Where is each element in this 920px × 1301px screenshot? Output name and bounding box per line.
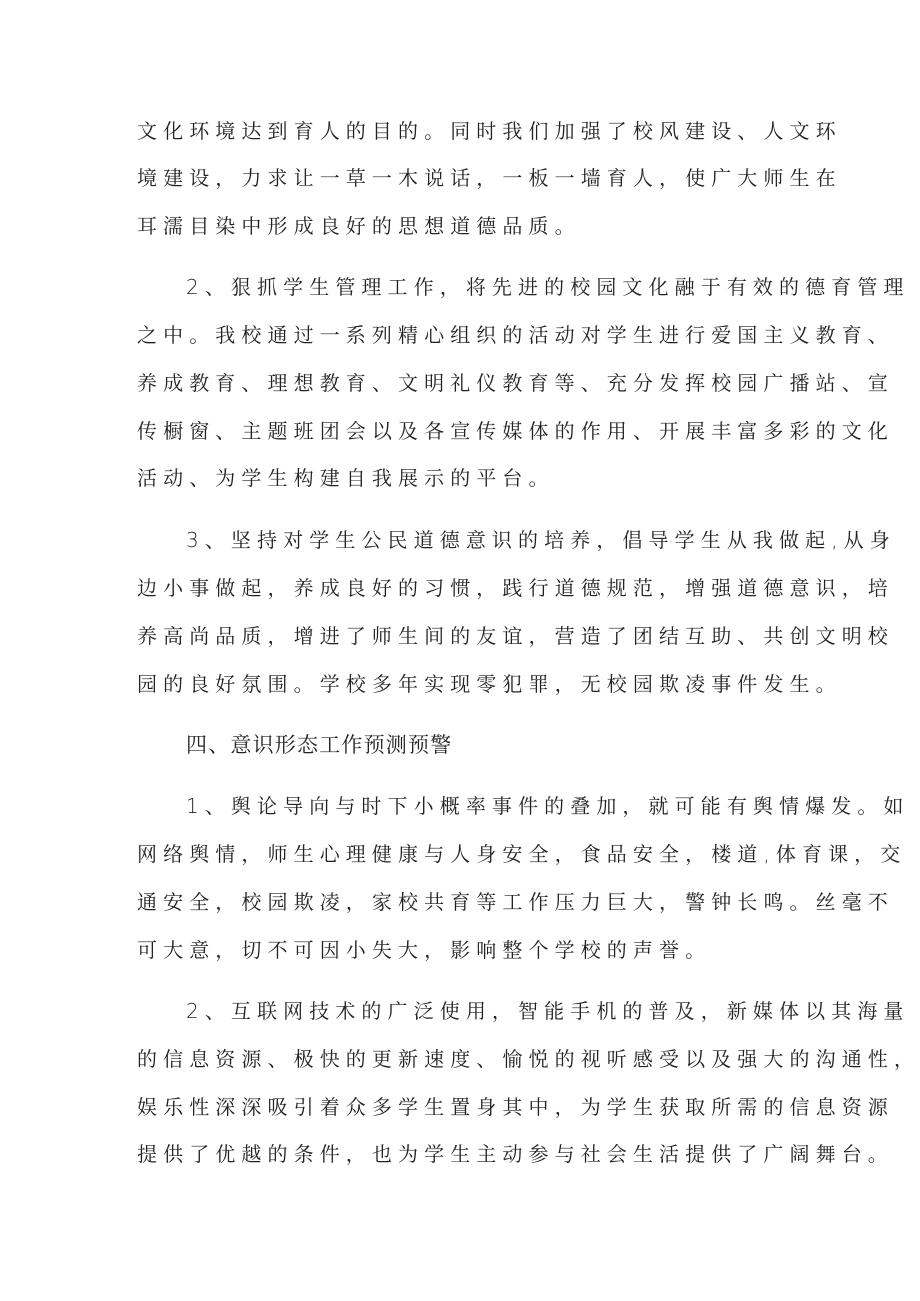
section-heading: 四、意识形态工作预测预警: [186, 733, 453, 757]
paragraph-line: 2、狠抓学生管理工作，将先进的校园文化融于有效的德育管理: [186, 275, 910, 299]
paragraph-line: 1、舆论导向与时下小概率事件的叠加，就可能有舆情爆发。如: [186, 794, 910, 818]
paragraph-line: 园的良好氛围。学校多年实现零犯罪，无校园欺凌事件发生。: [137, 672, 842, 696]
paragraph-line: 传橱窗、主题班团会以及各宣传媒体的作用、开展丰富多彩的文化: [137, 419, 894, 443]
paragraph-line: 可大意，切不可因小失大，影响整个学校的声誉。: [137, 938, 712, 962]
paragraph-line: 养高尚品质，增进了师生间的友谊，营造了团结互助、共创文明校: [137, 624, 894, 648]
paragraph-line: 2、互联网技术的广泛使用，智能手机的普及，新媒体以其海量: [186, 999, 910, 1023]
paragraph-line: 之中。我校通过一系列精心组织的活动对学生进行爱国主义教育、: [137, 323, 894, 347]
paragraph-line: 活动、为学生构建自我展示的平台。: [137, 466, 555, 490]
paragraph-line: 边小事做起，养成良好的习惯，践行道德规范，增强道德意识，培: [137, 576, 894, 600]
paragraph-line: 3、坚持对学生公民道德意识的培养，倡导学生从我做起,从身: [186, 528, 896, 552]
paragraph-line: 网络舆情，师生心理健康与人身安全，食品安全，楼道,体育课，交: [137, 842, 907, 866]
paragraph-line: 通安全，校园欺凌，家校共育等工作压力巨大，警钟长鸣。丝毫不: [137, 890, 894, 914]
paragraph-line: 耳濡目染中形成良好的思想道德品质。: [137, 214, 581, 238]
paragraph-line: 境建设，力求让一草一木说话，一板一墙育人，使广大师生在: [137, 166, 842, 190]
paragraph-line: 养成教育、理想教育、文明礼仪教育等、充分发挥校园广播站、宣: [137, 371, 894, 395]
paragraph-line: 的信息资源、极快的更新速度、愉悦的视听感受以及强大的沟通性，: [137, 1047, 920, 1071]
paragraph-line: 提供了优越的条件，也为学生主动参与社会生活提供了广阔舞台。: [137, 1142, 894, 1166]
paragraph-line: 文化环境达到育人的目的。同时我们加强了校风建设、人文环: [137, 119, 842, 143]
paragraph-line: 娱乐性深深吸引着众多学生置身其中，为学生获取所需的信息资源: [137, 1095, 894, 1119]
